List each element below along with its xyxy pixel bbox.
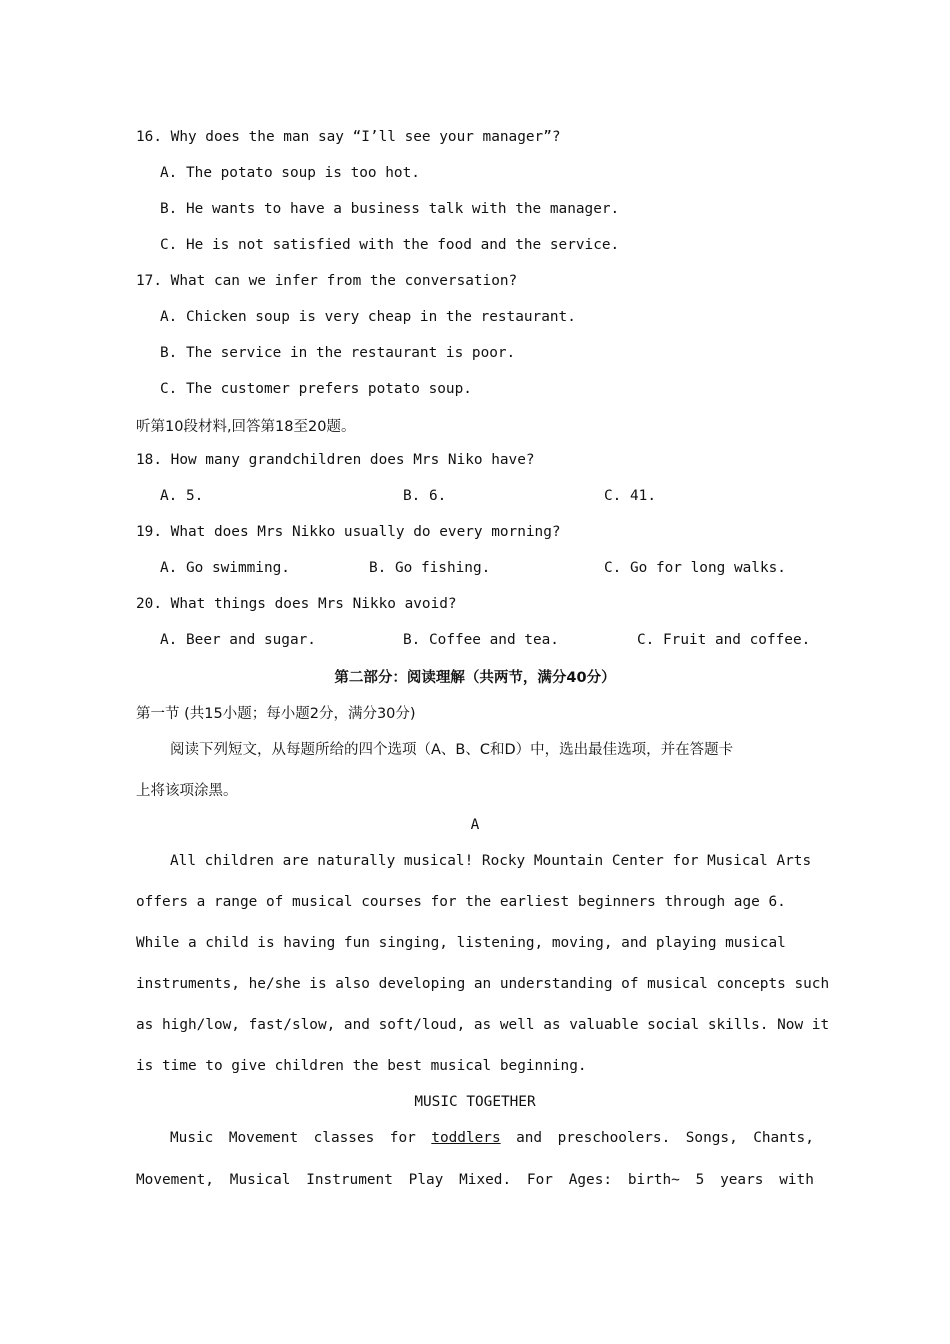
word: and	[516, 1130, 543, 1146]
word: Play	[408, 1172, 444, 1188]
word: with	[779, 1172, 814, 1188]
word: Songs,	[685, 1130, 738, 1146]
passage-line-2: offers a range of musical courses for the earliest beginners through age 6.	[136, 894, 786, 910]
word: years	[720, 1172, 764, 1188]
question-16-option-c: C. He is not satisfied with the food and the service.	[160, 237, 620, 253]
passage-line-3: While a child is having fun singing, listening, moving, and playing musical	[136, 935, 786, 951]
music-together-heading: MUSIC TOGETHER	[414, 1094, 536, 1110]
question-17-option-c: C. The customer prefers potato soup.	[160, 381, 472, 397]
word: birth~	[627, 1172, 680, 1188]
word: for	[389, 1130, 416, 1146]
question-19-option-a: A. Go swimming.	[160, 560, 290, 576]
question-19-stem: 19. What does Mrs Nikko usually do every morning?	[136, 524, 561, 540]
word: Ages:	[568, 1172, 613, 1188]
word: Movement	[228, 1130, 299, 1146]
question-20-option-b: B. Coffee and tea.	[403, 632, 559, 648]
question-20-option-a: A. Beer and sugar.	[160, 632, 316, 648]
question-16-option-a: A. The potato soup is too hot.	[160, 165, 420, 181]
paragraph-2-line-2	[136, 1172, 814, 1188]
question-17-option-b: B. The service in the restaurant is poor.	[160, 345, 516, 361]
word: Movement,	[136, 1172, 214, 1188]
question-18-stem: 18. How many grandchildren does Mrs Niko have?	[136, 452, 535, 468]
question-17-stem: 17. What can we infer from the conversation?	[136, 273, 518, 289]
word: Music	[170, 1130, 214, 1146]
question-18-option-a: A. 5.	[160, 488, 204, 504]
question-19-option-b: B. Go fishing.	[369, 560, 491, 576]
question-16-stem: 16. Why does the man say “I’ll see your manager”?	[136, 129, 561, 145]
word: classes	[313, 1130, 375, 1146]
passage-line-4: instruments, he/she is also developing an understanding of musical concepts such	[136, 976, 830, 992]
question-17-option-a: A. Chicken soup is very cheap in the restaurant.	[160, 309, 576, 325]
word: For	[526, 1172, 553, 1188]
instructions-line-2: 上将该项涂黑。	[136, 783, 238, 799]
passage-line-1: All children are naturally musical! Rocky Mountain Center for Musical Arts	[170, 853, 812, 869]
question-18-option-c: C. 41.	[604, 488, 656, 504]
question-20-stem: 20. What things does Mrs Nikko avoid?	[136, 596, 457, 612]
question-20-option-c: C. Fruit and coffee.	[637, 632, 811, 648]
question-16-option-b: B. He wants to have a business talk with the manager.	[160, 201, 620, 217]
word: Mixed.	[459, 1172, 512, 1188]
word: Chants,	[753, 1130, 814, 1146]
passage-letter: A	[470, 817, 480, 833]
section-1-heading: 第一节 (共15小题；每小题2分，满分30分)	[136, 706, 416, 722]
underlined-word-toddlers: toddlers	[431, 1130, 501, 1146]
passage-line-6: is time to give children the best musical beginning.	[136, 1058, 587, 1074]
question-18-option-b: B. 6.	[403, 488, 447, 504]
word: 5	[695, 1172, 705, 1188]
word: preschoolers.	[557, 1130, 671, 1146]
passage-line-5: as high/low, fast/slow, and soft/loud, as well as valuable social skills. Now it	[136, 1017, 830, 1033]
question-19-option-c: C. Go for long walks.	[604, 560, 786, 576]
paragraph-2-line-1	[170, 1130, 814, 1146]
part-2-heading: 第二部分：阅读理解（共两节，满分40分）	[334, 670, 616, 686]
instructions-line-1: 阅读下列短文，从每题所给的四个选项（A、B、C和D）中，选出最佳选项，并在答题卡	[170, 742, 734, 758]
word: Instrument	[306, 1172, 393, 1188]
section-10-intro: 听第10段材料,回答第18至20题。	[136, 419, 356, 435]
word: Musical	[229, 1172, 291, 1188]
